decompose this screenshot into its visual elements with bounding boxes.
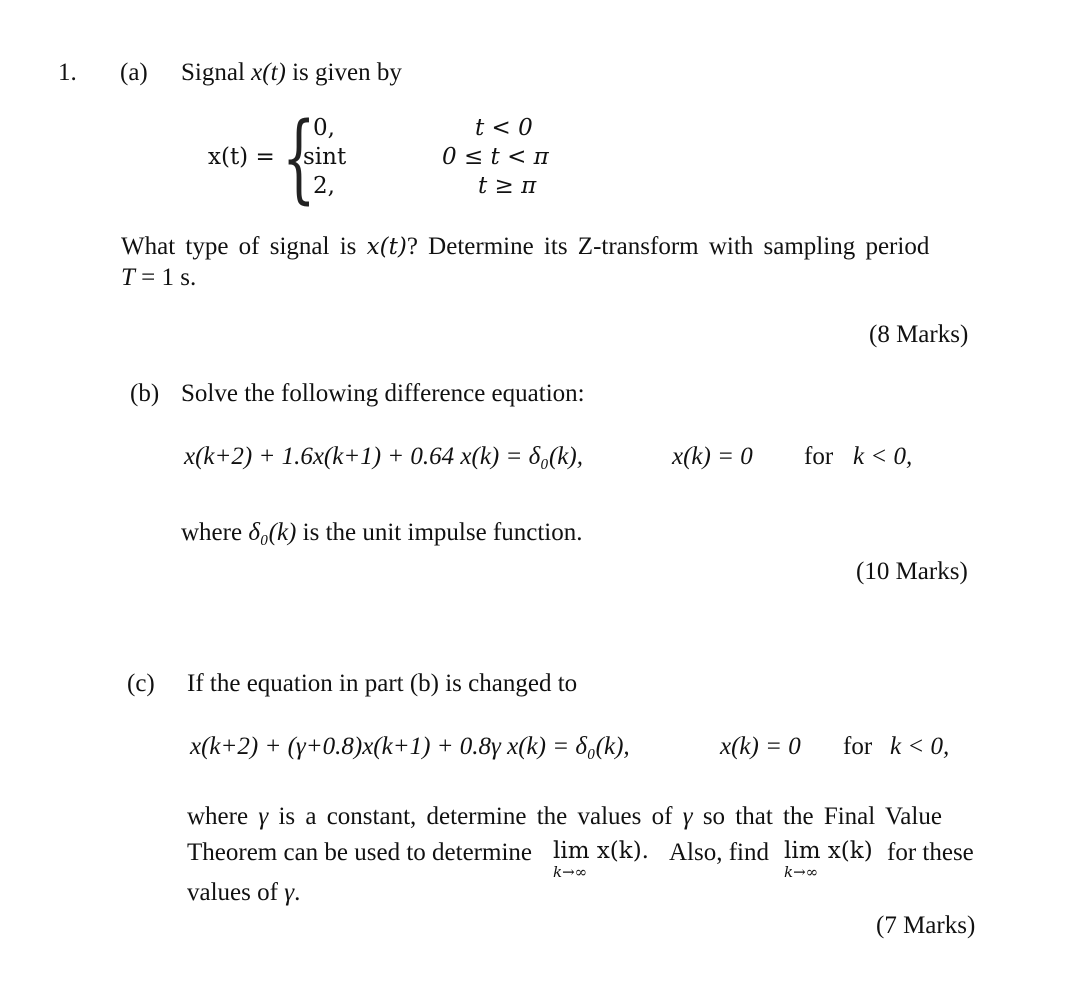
case-value-2: sint: [303, 144, 347, 170]
part-c-label: (c): [127, 670, 155, 697]
case-value-1: 0,: [313, 115, 335, 141]
part-b-for-word: for: [804, 443, 834, 470]
part-c-for-word: for: [843, 733, 873, 760]
case-condition-1: t < 0: [475, 115, 533, 141]
case-condition-3: t ≥ π: [478, 173, 537, 199]
part-b-equation: x(k+2) + 1.6x(k+1) + 0.64 x(k) = δ₀(k),: [184, 443, 583, 470]
part-b-marks: (10 Marks): [856, 558, 968, 585]
case-value-3: 2,: [313, 173, 335, 199]
part-a-intro: Signal x(t) is given by: [181, 59, 402, 86]
part-c-equation: x(k+2) + (γ+0.8)x(k+1) + 0.8γ x(k) = δ₀(k),: [190, 733, 630, 760]
question-number: 1.: [58, 59, 77, 86]
piecewise-brace: {: [282, 102, 316, 214]
part-a-question-line2: T = 1 s.: [121, 264, 197, 291]
part-c-intro: If the equation in part (b) is changed to: [187, 670, 578, 697]
part-b-intro: Solve the following difference equation:: [181, 380, 585, 407]
case-condition-2: 0 ≤ t < π: [442, 144, 549, 170]
part-a-question-line1: What type of signal is x(t)? Determine its Z-transform with sampling period: [121, 233, 930, 260]
part-c-text-line1: where γ is a constant, determine the values of γ so that the Final Value: [187, 803, 942, 830]
part-b-label: (b): [130, 380, 160, 407]
part-b-where-text: where δ₀(k) is the unit impulse function.: [181, 519, 583, 546]
part-c-marks: (7 Marks): [876, 912, 976, 939]
part-c-text-line2-start: Theorem can be used to determine: [187, 839, 532, 866]
part-a-label: (a): [120, 59, 148, 86]
part-c-initial-condition: x(k) = 0: [720, 733, 801, 760]
limit-expression-1: lim x(k). k→∞: [553, 838, 649, 881]
part-c-text-line2-mid: Also, find: [669, 839, 769, 866]
limit-expression-2: lim x(k) k→∞: [784, 838, 873, 881]
part-c-text-line3: values of γ.: [187, 879, 301, 906]
part-a-marks: (8 Marks): [869, 321, 969, 348]
part-b-condition: k < 0,: [853, 443, 913, 470]
piecewise-lhs: x(t) =: [208, 144, 275, 170]
part-c-text-line2-end: for these: [887, 839, 974, 866]
part-b-initial-condition: x(k) = 0: [672, 443, 753, 470]
part-c-condition: k < 0,: [890, 733, 950, 760]
